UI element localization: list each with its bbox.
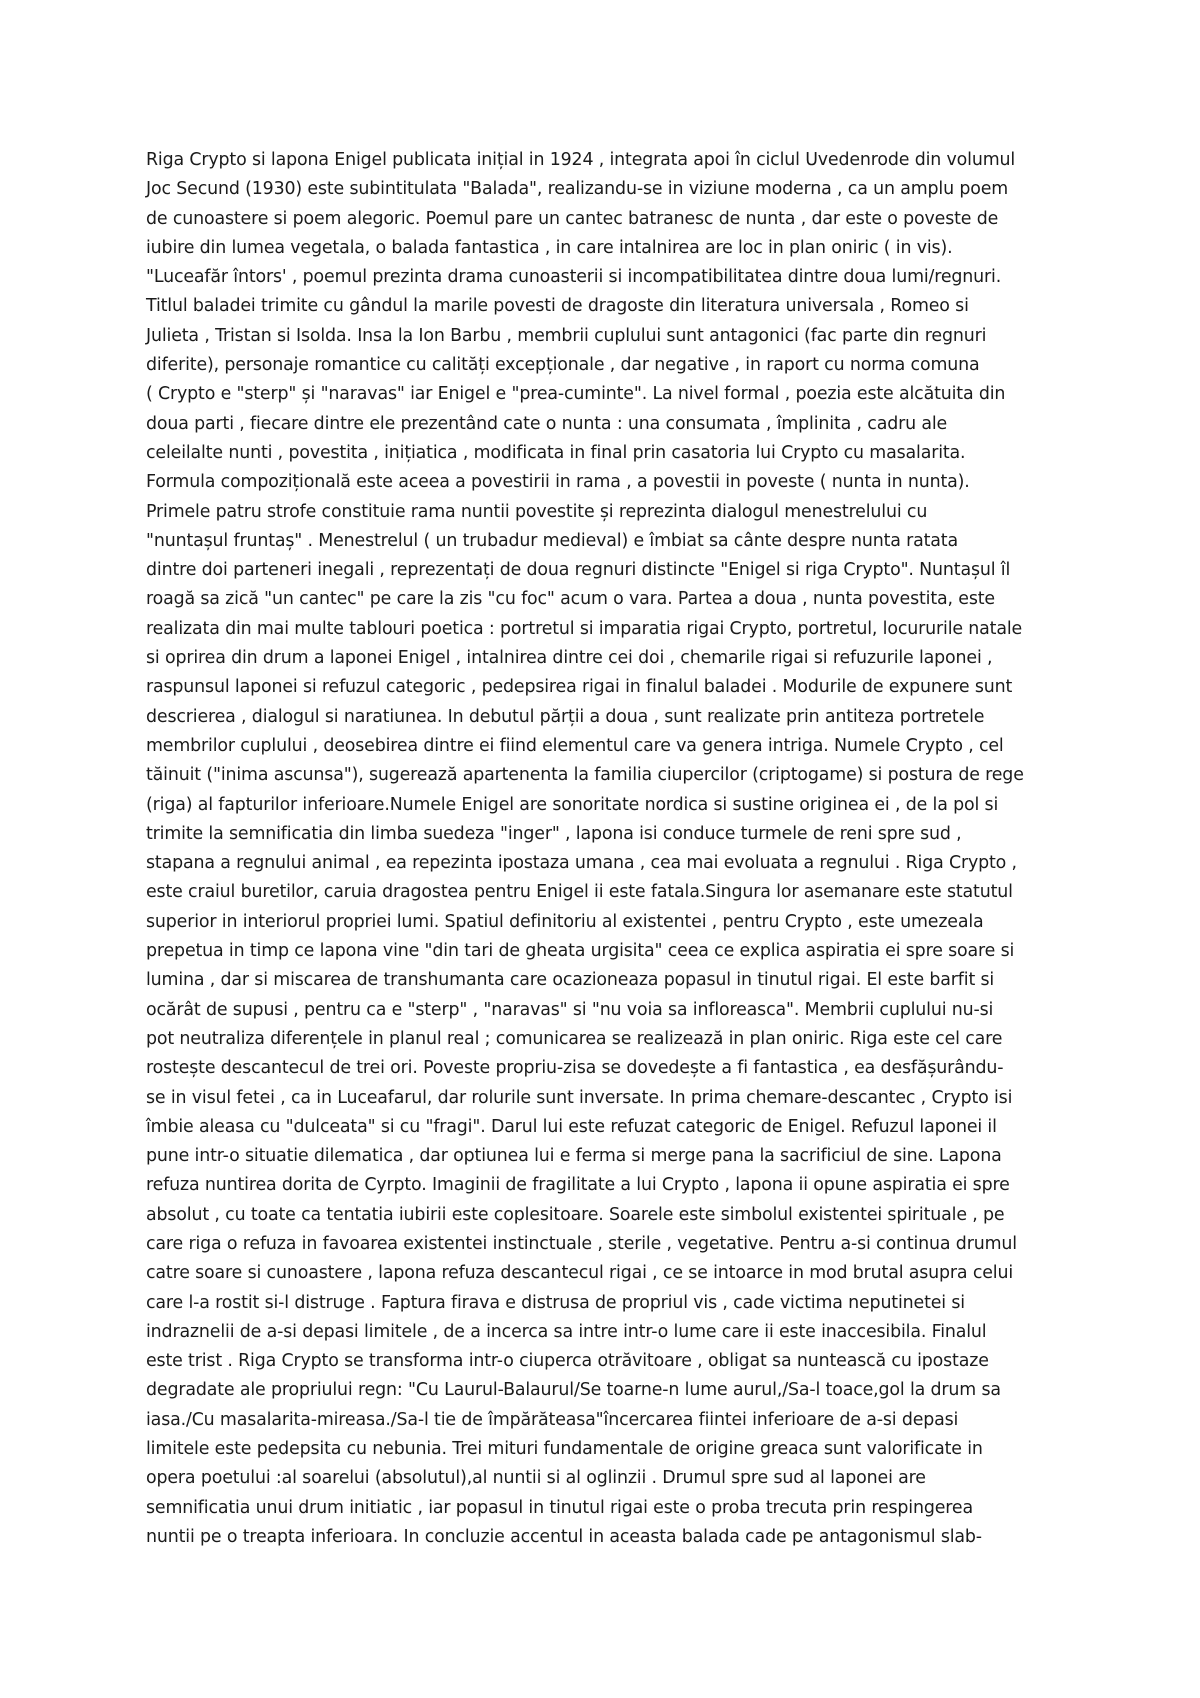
text-line: pune intr-o situatie dilematica , dar optiunea lui e ferma si merge pana la sacrificiul de sine. Lapona bbox=[146, 1146, 1002, 1167]
essay-body bbox=[146, 146, 1066, 1552]
text-line: ( Crypto e "sterp" și "naravas" iar Enigel e "prea-cuminte". La nivel formal , poezia este alcătuita din bbox=[146, 384, 1006, 405]
text-line: ocărât de supusi , pentru ca e "sterp" , "naravas" si "nu voia sa infloreasca". Membrii cuplului nu-si bbox=[146, 999, 994, 1020]
text-line: trimite la semnificatia din limba suedeza "inger" , lapona isi conduce turmele de reni spre sud , bbox=[146, 823, 962, 844]
text-line: Riga Crypto si lapona Enigel publicata inițial in 1924 , integrata apoi în ciclul Uvedenrode din volumul bbox=[146, 150, 1016, 170]
text-line: care l-a rostit si-l distruge . Faptura firava e distrusa de propriul vis , cade victima neputinetei si bbox=[146, 1292, 965, 1313]
text-line: Primele patru strofe constituie rama nuntii povestite și reprezinta dialogul menestrelului cu bbox=[146, 501, 928, 522]
text-line: Formula compozițională este aceea a povestirii in rama , a povestii in poveste ( nunta in nunta). bbox=[146, 472, 970, 493]
text-line: Titlul baladei trimite cu gândul la marile povesti de dragoste din literatura universala , Romeo si bbox=[146, 296, 969, 317]
text-line: stapana a regnului animal , ea repezinta ipostaza umana , cea mai evoluata a regnului . Riga Crypto , bbox=[146, 853, 1017, 874]
text-line: (riga) al fapturilor inferioare.Numele Enigel are sonoritate nordica si sustine originea ei , de la pol si bbox=[146, 794, 999, 815]
text-line: nuntii pe o treapta inferioara. In concluzie accentul in aceasta balada cade pe antagonismul slab- bbox=[146, 1526, 982, 1547]
text-line: "nuntașul fruntaș" . Menestrelul ( un trubadur medieval) e îmbiat sa cânte despre nunta ratata bbox=[146, 530, 958, 551]
text-line: semnificatia unui drum initiatic , iar popasul in tinutul rigai este o proba trecuta prin respingerea bbox=[146, 1497, 973, 1518]
text-line: Joc Secund (1930) este subintitulata "Balada", realizandu-se in viziune moderna , ca un amplu poem bbox=[146, 179, 1009, 200]
text-line: superior in interiorul propriei lumi. Spatiul definitoriu al existentei , pentru Crypto , este umezeala bbox=[146, 911, 984, 932]
text-line: raspunsul laponei si refuzul categoric , pedepsirea rigai in finalul baladei . Modurile de expunere sunt bbox=[146, 677, 1013, 698]
text-line: iasa./Cu masalarita-mireasa./Sa-l tie de împărăteasa"încercarea fiintei inferioare de a-si depasi bbox=[146, 1409, 959, 1430]
text-line: îmbie aleasa cu "dulceata" si cu "fragi". Darul lui este refuzat categoric de Enigel. Refuzul laponei il bbox=[146, 1116, 997, 1137]
text-line: dintre doi parteneri inegali , reprezentați de doua regnuri distincte "Enigel si riga Crypto". Nuntașul îl bbox=[146, 560, 1011, 581]
text-line: limitele este pedepsita cu nebunia. Trei mituri fundamentale de origine greaca sunt valorificate in bbox=[146, 1439, 983, 1460]
text-line: "Luceafăr întors' , poemul prezinta drama cunoasterii si incompatibilitatea dintre doua lumi/regnuri. bbox=[146, 267, 1002, 288]
text-line: indraznelii de a-si depasi limitele , de a incerca sa intre intr-o lume care ii este inaccesibila. Finalul bbox=[146, 1321, 987, 1342]
text-line: este craiul buretilor, caruia dragostea pentru Enigel ii este fatala.Singura lor asemanare este statutul bbox=[146, 882, 1013, 903]
text-line: si oprirea din drum a laponei Enigel , intalnirea dintre cei doi , chemarile rigai si refuzurile laponei , bbox=[146, 648, 993, 669]
text-line: tăinuit ("inima ascunsa"), sugerează apartenenta la familia ciupercilor (criptogame) si postura de rege bbox=[146, 765, 1024, 786]
text-line: roagă sa zică "un cantec" pe care la zis "cu foc" acum o vara. Partea a doua , nunta povestita, este bbox=[146, 589, 995, 610]
text-line: de cunoastere si poem alegoric. Poemul pare un cantec batranesc de nunta , dar este o poveste de bbox=[146, 208, 999, 229]
text-line: degradate ale propriului regn: "Cu Laurul-Balaurul/Se toarne-n lume aurul,/Sa-l toace,gol la drum sa bbox=[146, 1380, 1001, 1401]
text-line: se in visul fetei , ca in Luceafarul, dar rolurile sunt inversate. In prima chemare-descantec , Crypto isi bbox=[146, 1087, 1013, 1108]
text-line: care riga o refuza in favoarea existentei instinctuale , sterile , vegetative. Pentru a-si continua drumul bbox=[146, 1233, 1017, 1254]
text-line: catre soare si cunoastere , lapona refuza descantecul rigai , ce se intoarce in mod brutal asupra celui bbox=[146, 1263, 1014, 1284]
text-line: refuza nuntirea dorita de Cyrpto. Imaginii de fragilitate a lui Crypto , lapona ii opune aspiratia ei spre bbox=[146, 1175, 1010, 1196]
text-line: celeilalte nunti , povestita , inițiatica , modificata in final prin casatoria lui Crypto cu masalarita. bbox=[146, 442, 966, 463]
text-line: lumina , dar si miscarea de transhumanta care ocazioneaza popasul in tinutul rigai. El este barfit si bbox=[146, 970, 995, 991]
text-line: rostește descantecul de trei ori. Poveste propriu-zisa se dovedește a fi fantastica , ea desfășurându- bbox=[146, 1058, 1004, 1079]
text-line: prepetua in timp ce lapona vine "din tari de gheata urgisita" ceea ce explica aspiratia ei spre soare si bbox=[146, 941, 1015, 962]
text-line: absolut , cu toate ca tentatia iubirii este coplesitoare. Soarele este simbolul existentei spirituale , pe bbox=[146, 1204, 1005, 1225]
text-line: opera poetului :al soarelui (absolutul),al nuntii si al oglinzii . Drumul spre sud al laponei are bbox=[146, 1468, 926, 1489]
text-line: descrierea , dialogul si naratiunea. In debutul părții a doua , sunt realizate prin antiteza portretele bbox=[146, 706, 985, 727]
text-line: doua parti , fiecare dintre ele prezentând cate o nunta : una consumata , împlinita , cadru ale bbox=[146, 413, 948, 434]
text-line: iubire din lumea vegetala, o balada fantastica , in care intalnirea are loc in plan oniric ( in vis). bbox=[146, 237, 953, 258]
text-line: diferite), personaje romantice cu calități excepționale , dar negative , in raport cu norma comuna bbox=[146, 355, 980, 376]
text-line: este trist . Riga Crypto se transforma intr-o ciuperca otrăvitoare , obligat sa nuntească cu ipostaze bbox=[146, 1351, 989, 1372]
text-line: membrilor cuplului , deosebirea dintre ei fiind elementul care va genera intriga. Numele Crypto , cel bbox=[146, 735, 1004, 756]
text-line: Julieta , Tristan si Isolda. Insa la Ion Barbu , membrii cuplului sunt antagonici (fac parte din regnuri bbox=[146, 325, 987, 346]
text-line: pot neutraliza diferențele in planul real ; comunicarea se realizează in plan oniric. Riga este cel care bbox=[146, 1028, 1003, 1049]
text-line: realizata din mai multe tablouri poetica : portretul si imparatia rigai Crypto, portretul, locururile natale bbox=[146, 618, 1023, 639]
